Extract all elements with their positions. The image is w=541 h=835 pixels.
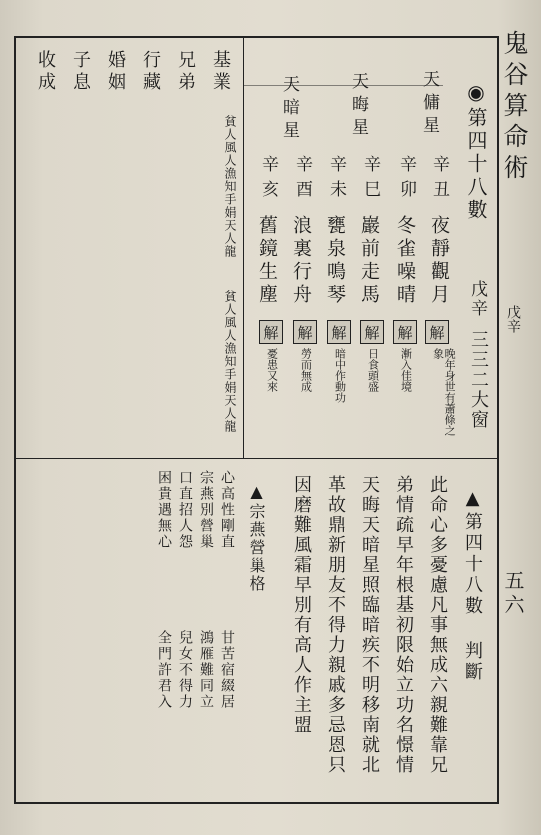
star-name-3: 天晦星: [348, 72, 368, 141]
topic-5: 子息: [70, 50, 91, 94]
entry-ganzhi: 戊辛: [467, 280, 487, 318]
upper-vertical-divider: [243, 38, 244, 458]
topic-2: 兄弟: [175, 50, 196, 94]
star-branch-6: 辛亥: [258, 155, 278, 205]
pattern-title: ▲宗燕營巢格: [247, 482, 266, 593]
jie-box-1: 解: [425, 320, 449, 344]
star-note-4: 暗中作動功: [333, 348, 347, 403]
jie-box-3: 解: [360, 320, 384, 344]
pattern-line-4: 困貴遇無心: [156, 470, 172, 550]
star-name-5: 天暗星: [279, 75, 299, 144]
pattern-line-1: 心高性剛直: [219, 470, 235, 550]
star-note-2: 漸入佳境: [399, 348, 413, 392]
star-verse-2: 冬雀噪晴: [394, 215, 416, 307]
star-note-5: 勞而無成: [299, 348, 313, 392]
judgment-line-1: 此命心多憂慮凡事無成六親難靠兄: [427, 475, 448, 775]
pattern-line-7: 兒女不得力: [177, 630, 193, 710]
star-note-6: 憂患又來: [265, 348, 279, 392]
topic-4: 婚姻: [105, 50, 126, 94]
star-branch-1: 辛丑: [429, 155, 449, 205]
entry-stars-header: 三三二大窗: [468, 330, 489, 430]
jie-box-2: 解: [393, 320, 417, 344]
jie-box-5: 解: [293, 320, 317, 344]
star-branch-5: 辛酉: [292, 155, 312, 205]
star-verse-3: 巖前走馬: [358, 215, 380, 307]
stars-header-rule: [243, 85, 443, 86]
star-branch-4: 辛未: [326, 155, 346, 205]
entry-number: ◉第四十八數: [464, 80, 488, 222]
topic-3: 行藏: [140, 50, 161, 94]
star-verse-5: 浪裏行舟: [290, 215, 312, 307]
star-note-3: 日食頭盛: [366, 348, 380, 392]
judgment-line-3: 天晦天暗星照臨暗疾不明移南就北: [359, 475, 380, 775]
verse-block-upper: 貧人風人漁知手娟天人龍: [223, 115, 237, 258]
star-branch-2: 辛卯: [396, 155, 416, 205]
star-verse-6: 舊鏡生塵: [256, 215, 278, 307]
star-verse-4: 甕泉鳴琴: [324, 215, 346, 307]
middle-divider: [14, 458, 497, 459]
side-label: 戊辛: [505, 305, 521, 333]
jie-box-4: 解: [327, 320, 351, 344]
pattern-line-2: 宗燕別營巢: [198, 470, 214, 550]
page-number: 五六: [501, 570, 525, 618]
star-note-1: 晚年身世有蕭條之象: [431, 348, 457, 436]
pattern-line-6: 鴻雁難同立: [198, 630, 214, 710]
judgment-line-2: 弟情疏早年根基初限始立功名憬情: [393, 475, 414, 775]
verse-block-lower: 貧人風人漁知手娟天人龍: [223, 290, 237, 433]
running-title: 鬼谷算命術: [500, 30, 529, 185]
pattern-line-8: 全門許君入: [156, 630, 172, 710]
star-name-1: 天傭星: [419, 70, 439, 139]
star-verse-1: 夜靜觀月: [428, 215, 450, 307]
topic-1: 基業: [210, 50, 231, 94]
judgment-line-4: 革故鼎新朋友不得力親戚多忌恩只: [325, 475, 346, 775]
jie-box-6: 解: [259, 320, 283, 344]
star-branch-3: 辛巳: [360, 155, 380, 205]
pattern-line-3: 口直招人怨: [177, 470, 193, 550]
pattern-line-5: 甘苦宿綴居: [219, 630, 235, 710]
topic-6: 收成: [35, 50, 56, 94]
judgment-title: ▲第四十八數 判斷: [462, 488, 483, 683]
judgment-line-5: 因磨難風霜早別有高人作主盟: [291, 475, 312, 735]
